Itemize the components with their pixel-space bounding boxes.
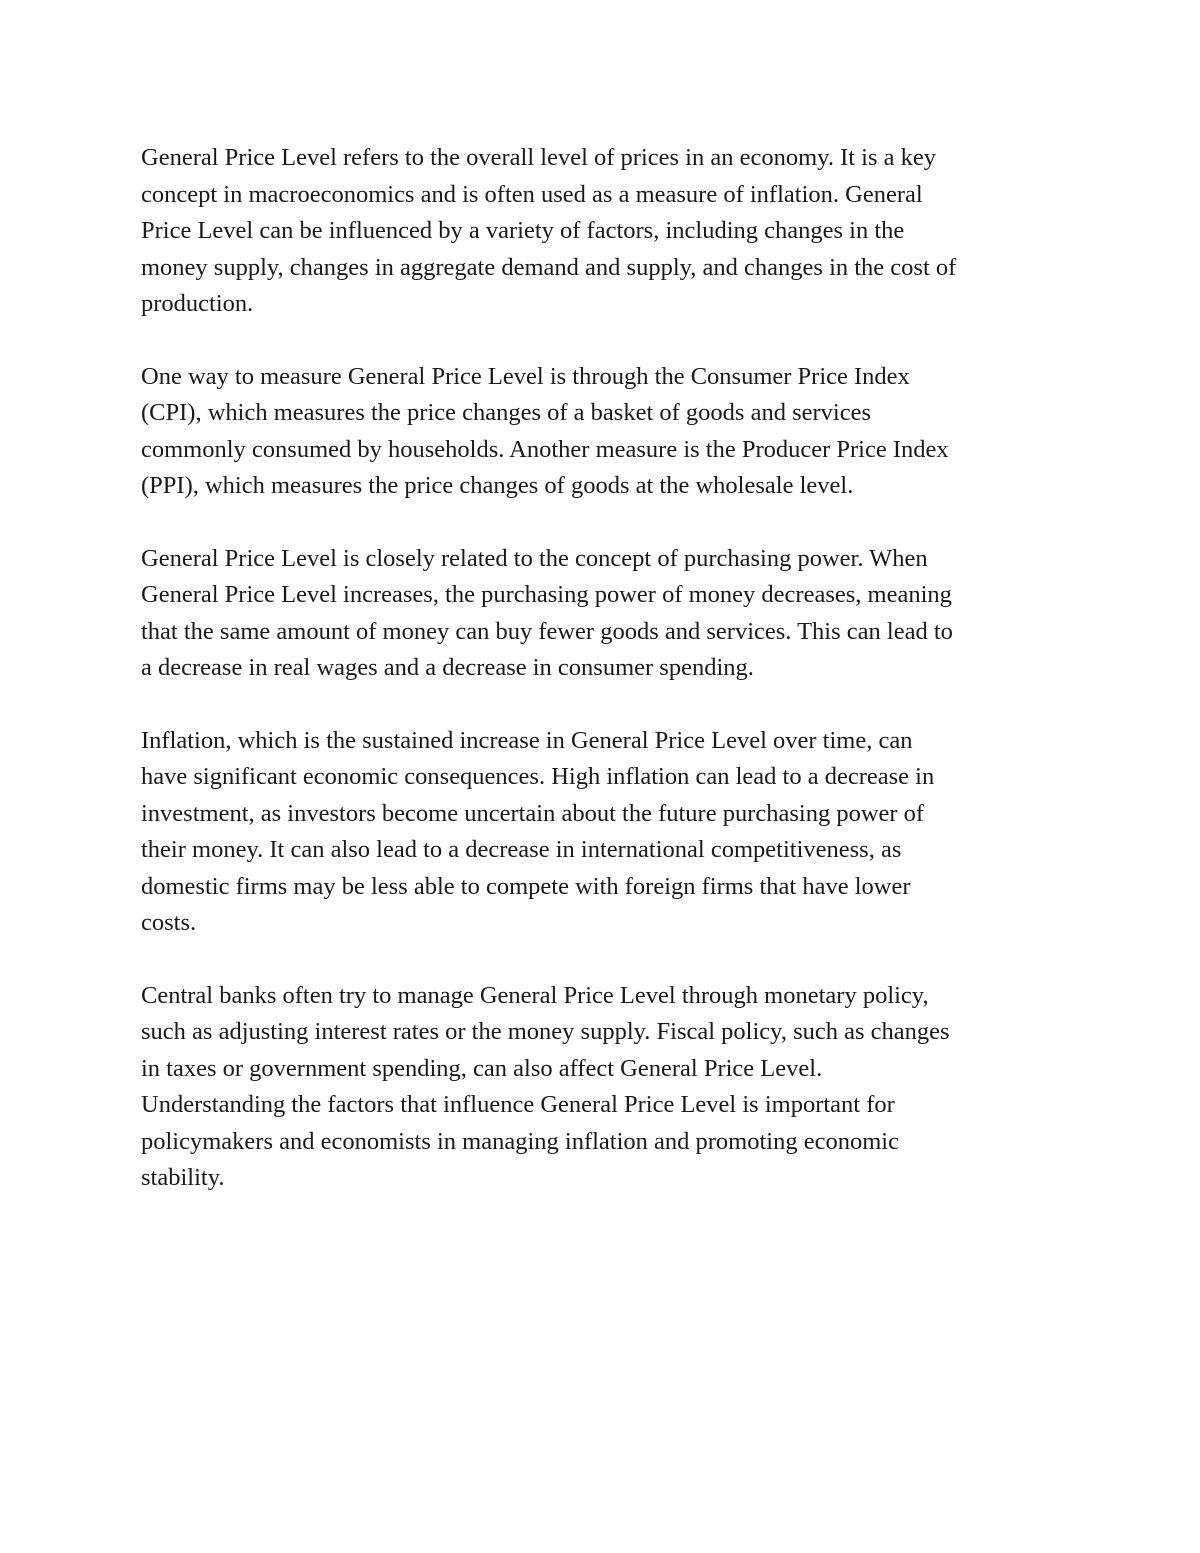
text-line: General Price Level refers to the overall level of prices in an economy. It is a key [141, 144, 937, 171]
text-line: in taxes or government spending, can also affect General Price Level. [141, 1054, 823, 1082]
text-line: that the same amount of money can buy fewer goods and services. This can lead to [141, 617, 953, 645]
text-line: General Price Level increases, the purchasing power of money decreases, meaning [141, 581, 952, 608]
paragraph-2 [141, 359, 1061, 505]
text-line: Inflation, which is the sustained increase in General Price Level over time, can [141, 726, 913, 754]
text-line: such as adjusting interest rates or the money supply. Fiscal policy, such as changes [141, 1018, 950, 1045]
text-line: costs. [141, 909, 197, 936]
text-line: a decrease in real wages and a decrease in consumer spending. [141, 654, 754, 681]
text-line: Understanding the factors that influence General Price Level is important for [141, 1091, 895, 1118]
text-line: (PPI), which measures the price changes of goods at the wholesale level. [141, 472, 854, 499]
text-line: stability. [141, 1164, 225, 1191]
text-line: (CPI), which measures the price changes of a basket of goods and services [141, 399, 871, 426]
text-line: domestic firms may be less able to compete with foreign firms that have lower [141, 872, 911, 900]
paragraph-1 [141, 140, 1061, 323]
text-line: money supply, changes in aggregate demand and supply, and changes in the cost of [141, 253, 957, 281]
text-line: Central banks often try to manage General Price Level through monetary policy, [141, 981, 929, 1009]
paragraph-4 [141, 723, 1061, 942]
text-line: production. [141, 290, 254, 317]
text-line: investment, as investors become uncertain about the future purchasing power of [141, 799, 925, 827]
document-body [141, 140, 1061, 1233]
text-line: have significant economic consequences. High inflation can lead to a decrease in [141, 763, 935, 790]
text-line: concept in macroeconomics and is often used as a measure of inflation. General [141, 180, 923, 208]
paragraph-5 [141, 978, 1061, 1197]
text-line: Price Level can be influenced by a variety of factors, including changes in the [141, 217, 905, 244]
text-line: One way to measure General Price Level is through the Consumer Price Index [141, 362, 910, 390]
paragraph-3 [141, 541, 1061, 687]
text-line: their money. It can also lead to a decrease in international competitiveness, as [141, 836, 902, 863]
text-line: policymakers and economists in managing inflation and promoting economic [141, 1127, 899, 1155]
text-line: commonly consumed by households. Another measure is the Producer Price Index [141, 435, 949, 463]
text-line: General Price Level is closely related to the concept of purchasing power. When [141, 544, 928, 572]
